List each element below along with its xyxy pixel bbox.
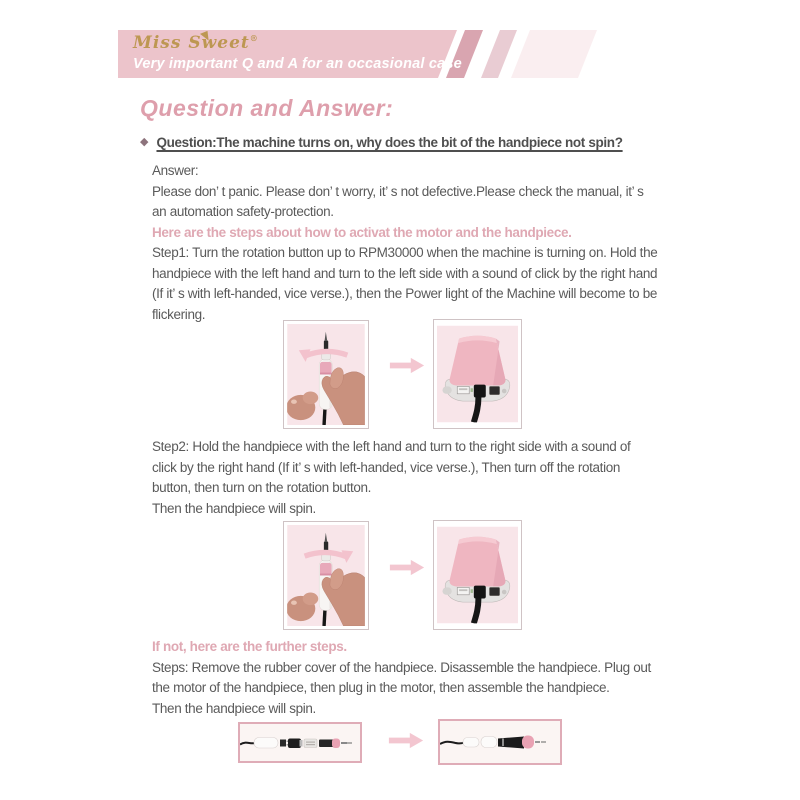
answer-label: Answer: xyxy=(152,163,199,178)
step1-text: Step1: Turn the rotation button up to RPM30000 when the machine is turning on. Hold the handpiece with the left hand and turn to the left side with a sound of click by the right hand (If it’ s with left-handed, vice verse.), then the Power light of the Machine will become to be flickering. xyxy=(152,245,658,322)
handpiece-disassembled-graphic xyxy=(240,724,360,761)
step2-text: Step2: Hold the handpiece with the left hand and turn to the right side with a sound of click by the right hand (If it’ s with left-handed, vice verse.), Then turn off the rotation button, then turn on the rotation button. xyxy=(152,439,631,495)
question-text: Question:The machine turns on, why does the bit of the handpiece not spin? xyxy=(156,135,623,150)
header-banner xyxy=(118,30,682,78)
handpiece-turn-right-photo xyxy=(283,521,369,630)
handpiece-disassembled-photo xyxy=(238,722,362,763)
handpiece-in-hand-graphic xyxy=(287,324,365,425)
machine-photo xyxy=(433,319,522,429)
next-step-arrow-icon xyxy=(388,356,426,380)
step2-block xyxy=(152,437,658,519)
further-intro: If not, here are the further steps. xyxy=(152,639,347,654)
banner-tagline: Very important Q and A for an occasional case xyxy=(133,56,462,72)
brand-logo xyxy=(133,33,258,53)
further-result: Then the handpiece will spin. xyxy=(152,700,316,716)
brand-name: Miss Sweet xyxy=(133,33,250,53)
step2-result: Then the handpiece will spin. xyxy=(152,500,316,516)
next-step-arrow-icon xyxy=(387,731,425,755)
further-steps-text: Steps: Remove the rubber cover of the handpiece. Disassemble the handpiece. Plug out the motor of the handpiece, then plug in the motor, then assemble the handpiece. xyxy=(152,659,651,695)
machine-photo xyxy=(433,520,522,630)
machine-graphic xyxy=(437,323,518,425)
question-row xyxy=(140,134,660,152)
further-steps-block xyxy=(152,637,658,719)
handpiece-assembled-graphic xyxy=(440,721,560,763)
page-title: Question and Answer: xyxy=(140,95,394,121)
handpiece-assembled-photo xyxy=(438,719,562,765)
steps-intro: Here are the steps about how to activat the motor and the handpiece. xyxy=(152,224,572,240)
answer-text: Please don’ t panic. Please don’ t worry, it’ s not defective.Please check the manual, it’ s an automation safety-protection. xyxy=(152,183,644,219)
handpiece-turn-left-photo xyxy=(283,320,369,429)
registered-mark: ® xyxy=(249,33,258,43)
diamond-bullet-icon: ◆ xyxy=(140,136,149,148)
machine-graphic xyxy=(437,524,518,626)
handpiece-in-hand-graphic xyxy=(287,525,365,626)
answer-block xyxy=(152,161,658,325)
next-step-arrow-icon xyxy=(388,558,426,582)
